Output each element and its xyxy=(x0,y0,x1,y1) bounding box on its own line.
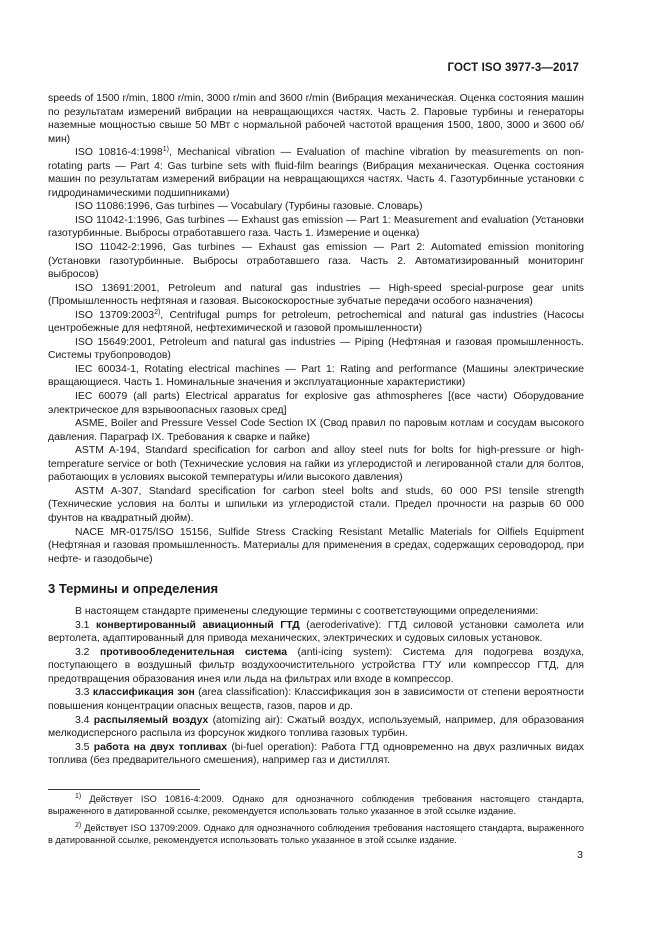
term-definition: 3.2 противообледенительная система (anti-icing system): Система для подогрева воздуха, поступающего в воздушный фильтр воздухоочистительного устройства ГТУ или компрессор ГТД, для предотвращения образования инея или льда на фильтрах или входе в компрессор. xyxy=(48,646,584,685)
term-name: противообледенительная система xyxy=(99,646,287,658)
reference-item: NACE MR-0175/ISO 15156, Sulfide Stress Cracking Resistant Metallic Materials for Oilfiels Equipment (Нефтяная и газовая промышленность. Материалы для применения в средах, содержащих сероводород, при нефте- и газодобыче) xyxy=(48,526,584,565)
section-intro: В настоящем стандарте применены следующие термины с соответствующими определениями: xyxy=(75,606,539,618)
reference-item: IEC 60079 (all parts) Electrical apparatus for explosive gas athmospheres [(все части) Оборудование электрическое для взрывоопасных газовых сред] xyxy=(48,391,584,416)
footnote-mark: 2) xyxy=(75,821,82,829)
reference-item: ASME, Boiler and Pressure Vessel Code Section IX (Свод правил по паровым котлам и сосудам высокого давления. Параграф IX. Требования к сварке и пайке) xyxy=(48,418,584,443)
reference-item: ISO 15649:2001, Petroleum and natural gas industries — Piping (Нефтяная и газовая промышленность. Системы трубопроводов) xyxy=(48,336,584,362)
term-definition: 3.5 работа на двух топливах (bi-fuel operation): Работа ГТД одновременно на двух различных видах топлива (без предварительного смешения), например газ и дистиллят. xyxy=(48,741,584,767)
term-definition: 3.3 классификация зон (area classification): Классификация зон в зависимости от степени вероятности повышения концентрации опасных веществ, газов, паров и др. xyxy=(48,687,584,712)
reference-item: ISO 13691:2001, Petroleum and natural gas industries — High-speed special-purpose gear units (Промышленность нефтяная и газовая. Высокоскоростные зубчатые передачи особого назначения) xyxy=(48,282,584,308)
reference-continuation: speeds of 1500 r/min, 1800 r/min, 3000 r/min and 3600 r/min (Вибрация механическая. Оценка состояния машин по результатам измерений вибрации на невращающихся частях. Часть 2. Паровые турбины и генераторы наземные мощностью свыше 50 МВт с нормальной рабочей частотой вращения 1500, 1800, 3000 и 3600 об/мин) xyxy=(48,93,584,145)
term-definition: 3.1 конвертированный авиационный ГТД (aeroderivative): ГТД силовой установки самолета или вертолета, адаптированный для привода механических, электрических и судовых силовых установок. xyxy=(48,619,584,645)
term-name: распыляемый воздух xyxy=(93,714,209,726)
footnote: $^{1)}$ Действует ISO 10816-4:2009. Однако для однозначного соблюдения требования настоящего стандарта, выраженного в датированной ссылке, рекомендуется использовать только указанное в этой ссылке издание. xyxy=(48,793,584,817)
footnote-mark: 1) xyxy=(75,793,82,800)
reference-item: ISO 11086:1996, Gas turbines — Vocabulary (Турбины газовые. Словарь) xyxy=(75,201,423,213)
footnote-mark[interactable]: 1) xyxy=(162,146,169,154)
reference-item: IEC 60034-1, Rotating electrical machines — Part 1: Rating and performance (Машины электрические вращающиеся. Часть 1. Номинальные значения и эксплуатационные характеристики) xyxy=(48,363,584,389)
term-name: работа на двух топливах xyxy=(93,741,228,753)
footnote-mark[interactable]: 2) xyxy=(154,308,161,316)
reference-item: ASTM A-307, Standard specification for carbon steel bolts and studs, 60 000 PSI tensile strength (Технические условия на болты и шпильки из углеродистой стали. Предел прочности на разрыв 60 000 фунтов на квадратный дюйм). xyxy=(48,485,584,524)
section-title: 3 Термины и определения xyxy=(48,581,219,597)
reference-item: ASTM A-194, Standard specification for carbon and alloy steel nuts for bolts for high-pressure or high-temperature service or both (Технические условия на гайки из углеродистой и легированной стали для болтов, работающих в условиях высокой температуры и/или высокого давления) xyxy=(48,445,584,484)
reference-item: ISO 11042-1:1996, Gas turbines — Exhaust gas emission — Part 1: Measurement and evaluation (Установки газотурбинные. Выбросы отработавшего газа. Часть 1. Измерение и оценка) xyxy=(48,214,584,240)
footnote-divider xyxy=(48,789,200,790)
page-number: 3 xyxy=(577,849,583,861)
reference-item: ISO 13709:2003$^{2)}$, Centrifugal pumps for petroleum, petrochemical and natural gas industries (Насосы центробежные для нефтяной, нефтехимической и газовой промышленности) xyxy=(48,308,584,335)
footnote: $^{2)}$ Действует ISO 13709:2009. Однако для однозначного соблюдения требования настоящего стандарта, выраженного в датированной ссылке, рекомендуется использовать только указанное в этой ссылке издание. xyxy=(48,821,584,845)
page-content xyxy=(48,92,584,768)
reference-item: ISO 11042-2:1996, Gas turbines — Exhaust gas emission — Part 2: Automated emission monitoring (Установки газотурбинные. Выбросы отработавшего газа. Часть 2. Автоматизированный мониторинг выбросов) xyxy=(48,242,584,281)
reference-item: ISO 10816-4:1998$^{1)}$, Mechanical vibration — Evaluation of machine vibration by measurements on non-rotating parts — Part 4: Gas turbine sets with fluid-film bearings (Вибрация механическая. Оценка состояния машин по результатам измерений вибрации на невращающихся частях. Часть 4. Газотурбинные установки с гидродинамическими подшипниками) xyxy=(48,146,584,199)
term-name: конвертированный авиационный ГТД xyxy=(96,619,300,631)
term-definition: 3.4 распыляемый воздух (atomizing air): Сжатый воздух, используемый, например, для образования мелкодисперсного распыла из форсунок жидкого топлива газовых турбин. xyxy=(48,714,584,740)
term-name: классификация зон xyxy=(92,687,195,699)
footnotes xyxy=(48,793,584,850)
document-header: ГОСТ ISO 3977-3—2017 xyxy=(447,62,579,74)
